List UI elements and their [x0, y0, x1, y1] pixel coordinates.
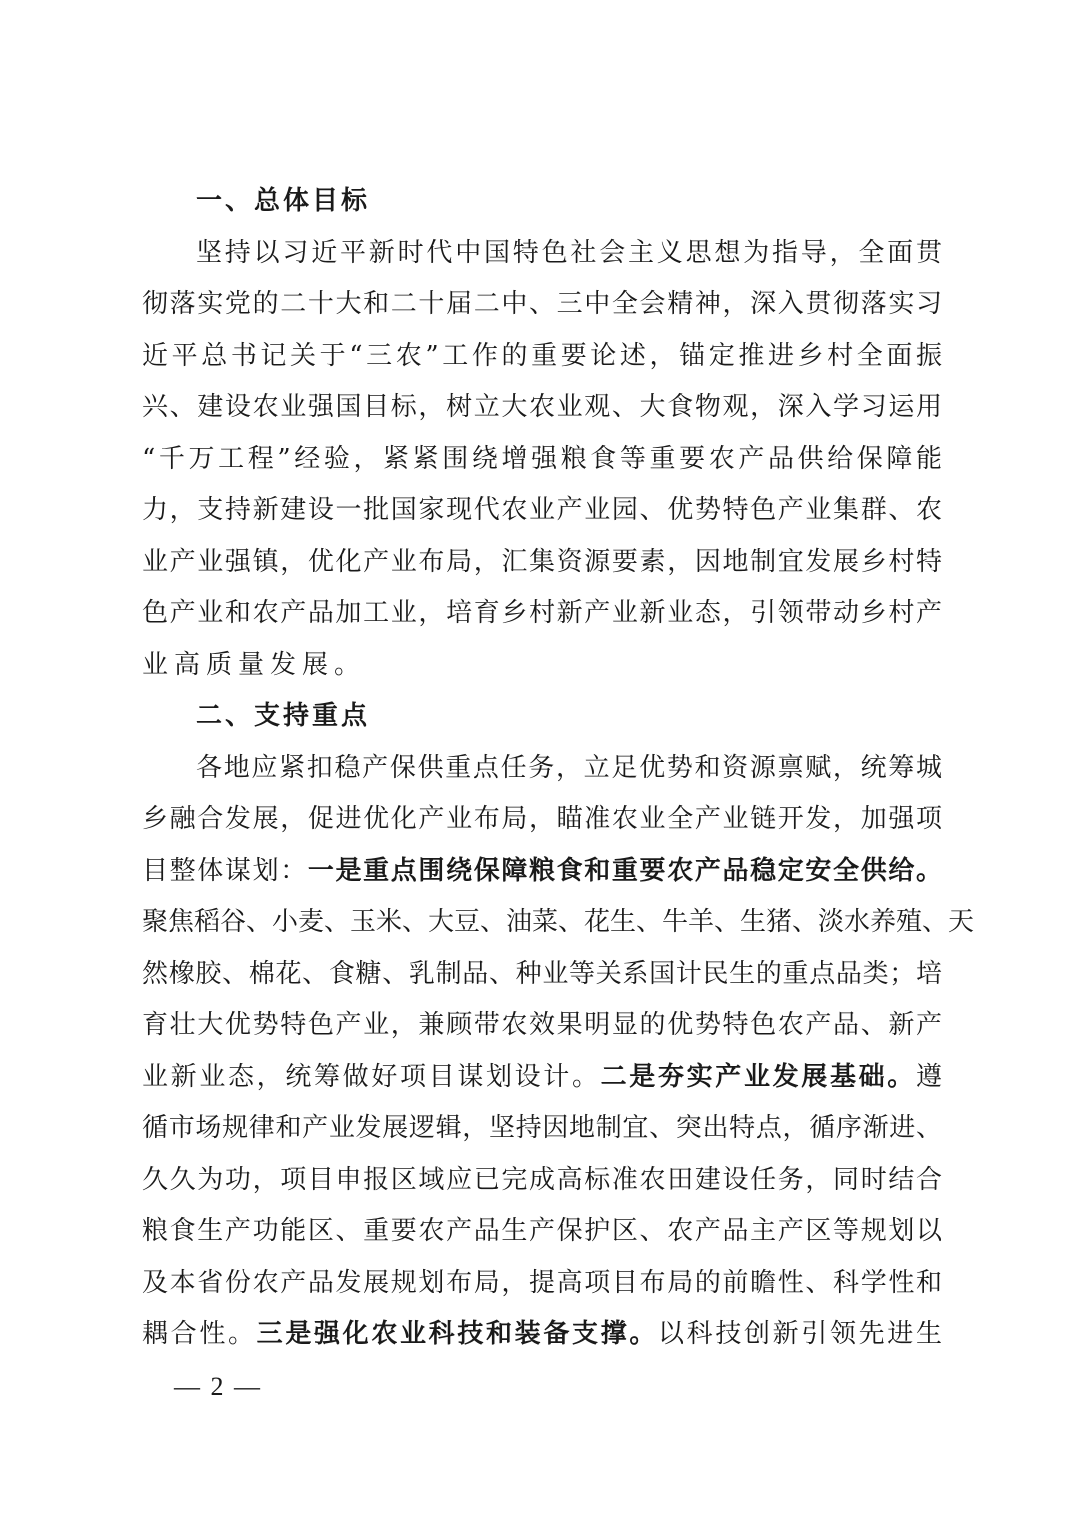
paragraph-line: 乡融合发展，促进优化产业布局，瞄准农业全产业链开发，加强项 — [142, 804, 942, 834]
paragraph-line: 然橡胶、棉花、食糖、乳制品、种业等关系国计民生的重点品类；培 — [142, 958, 942, 989]
document-body — [142, 176, 975, 1361]
paragraph-line: 彻落实党的二十大和二十届二中、三中全会精神，深入贯彻落实习 — [142, 289, 942, 319]
paragraph-line: 育壮大优势特色产业，兼顾带农效果明显的优势特色农产品、新产 — [142, 1010, 942, 1040]
section-paragraph-support-focus — [142, 743, 975, 1361]
paragraph-line: 色产业和农产品加工业，培育乡村新产业新业态，引领带动乡村产 — [142, 598, 942, 628]
paragraph-line: 兴、建设农业强国目标，树立大农业观、大食物观，深入学习运用 — [142, 392, 942, 422]
paragraph-line: 循市场规律和产业发展逻辑，坚持因地制宜、突出特点，循序渐进、 — [142, 1113, 942, 1143]
paragraph-line — [142, 846, 942, 898]
paragraph-line: 久久为功，项目申报区域应已完成高标准农田建设任务，同时结合 — [142, 1164, 942, 1195]
paragraph-line: 业高质量发展。 — [142, 649, 367, 680]
paragraph-line: 业产业强镇，优化产业布局，汇集资源要素，因地制宜发展乡村特 — [142, 546, 942, 577]
key-point-one: 一是重点围绕保障粮食和重要农产品稳定安全供给。 — [307, 855, 942, 886]
paragraph-text: 目整体谋划： — [142, 855, 308, 886]
page-number: — 2 — — [174, 1372, 262, 1401]
paragraph-text: 以科技创新引领先进生 — [657, 1319, 942, 1349]
paragraph-line — [142, 1052, 942, 1104]
section-heading-overall-goals: 一、总体目标 — [196, 186, 371, 216]
paragraph-text: 遵 — [915, 1061, 942, 1092]
paragraph-line: 及本省份农产品发展规划布局，提高项目布局的前瞻性、科学性和 — [142, 1267, 942, 1298]
paragraph-line: 各地应紧扣稳产保供重点任务，立足优势和资源禀赋，统筹城 — [196, 752, 942, 783]
paragraph-line: 粮食生产功能区、重要农产品生产保护区、农产品主产区等规划以 — [142, 1216, 942, 1246]
paragraph-line: 力，支持新建设一批国家现代农业产业园、优势特色产业集群、农 — [142, 495, 942, 525]
section-heading-support-focus: 二、支持重点 — [196, 701, 371, 731]
paragraph-text: 业新业态，统筹做好项目谋划设计。 — [142, 1061, 601, 1092]
key-point-two: 二是夯实产业发展基础。 — [600, 1061, 916, 1092]
paragraph-text: 耦合性。 — [142, 1319, 257, 1349]
section-paragraph-overall-goals — [142, 228, 942, 692]
key-point-three: 三是强化农业科技和装备支撑。 — [256, 1319, 658, 1349]
paragraph-line: “千万工程”经验，紧紧围绕增强粮食等重要农产品供给保障能 — [142, 443, 942, 474]
paragraph-line: 聚焦稻谷、小麦、玉米、大豆、油菜、花生、牛羊、生猪、淡水养殖、天 — [142, 907, 975, 937]
paragraph-line — [142, 1309, 942, 1361]
paragraph-line: 近平总书记关于“三农”工作的重要论述，锚定推进乡村全面振 — [142, 340, 942, 371]
paragraph-line: 坚持以习近平新时代中国特色社会主义思想为指导，全面贯 — [196, 237, 942, 268]
